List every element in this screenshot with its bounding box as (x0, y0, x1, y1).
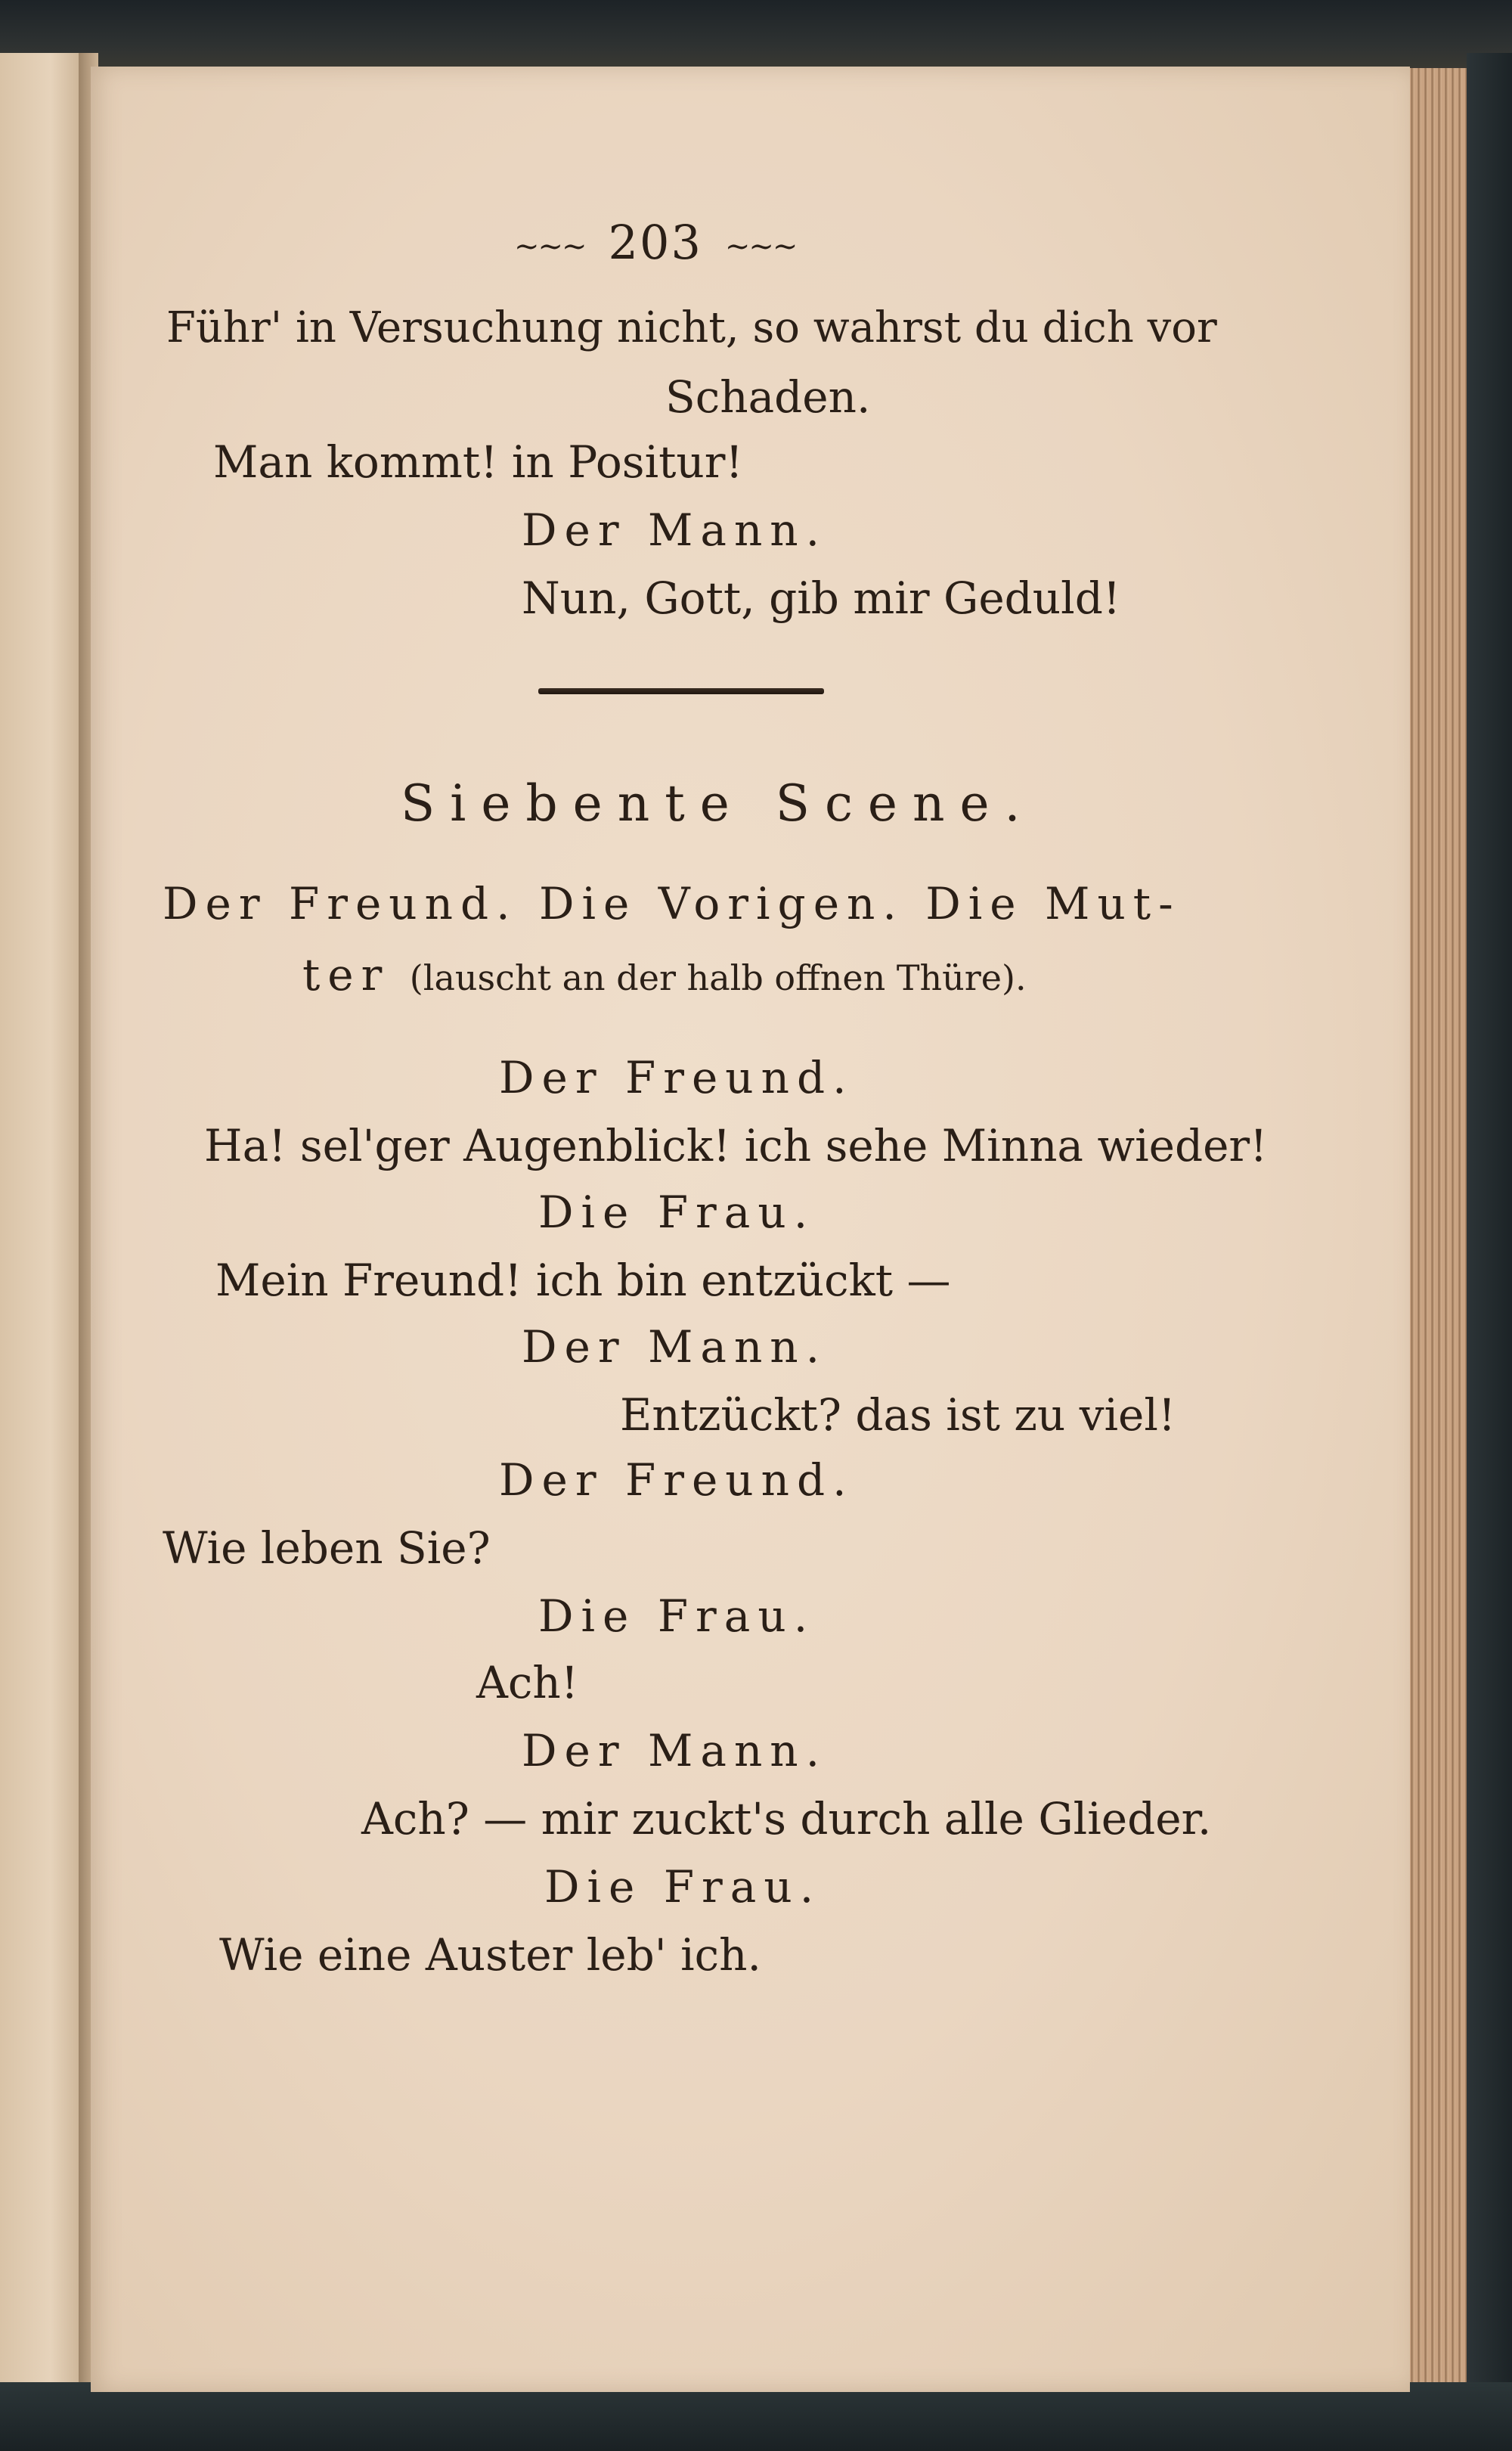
book-cover-edge (1467, 53, 1512, 2397)
dialogue-2: Mein Freund! ich bin entzückt — (215, 1255, 951, 1306)
ornament-left: ∼∼∼ (514, 228, 586, 264)
page-number: 203 (608, 215, 702, 270)
speaker-freund-1: Der Freund. (499, 1052, 854, 1103)
facing-page-edge (0, 53, 87, 2390)
verse-line-1: Führ' in Versuchung nicht, so wahrst du dich vor (166, 303, 1217, 352)
speaker-frau-2: Die Frau. (538, 1590, 816, 1642)
cast-line-2 (302, 949, 1027, 1001)
cast-line-2-word: ter (302, 949, 390, 1001)
ornament-right: ∼∼∼ (724, 228, 797, 264)
book-binding-bottom (0, 2382, 1512, 2451)
speaker-frau-3: Die Frau. (544, 1861, 822, 1913)
stage-direction: (lauscht an der halb offnen Thüre). (409, 957, 1027, 998)
dialogue-5: Ach! (476, 1657, 579, 1708)
speaker-mann-3: Der Mann. (522, 1725, 828, 1776)
cast-line-1: Der Freund. Die Vorigen. Die Mut- (163, 878, 1181, 929)
verse-line-3: Man kommt! in Positur! (213, 436, 743, 488)
dialogue-3: Entzückt? das ist zu viel! (620, 1389, 1176, 1441)
page-block-edges (1408, 68, 1468, 2390)
speaker-mann-1: Der Mann. (522, 504, 828, 556)
dialogue-7: Wie eine Auster leb' ich. (219, 1929, 761, 1981)
book-binding-top (0, 0, 1512, 73)
verse-line-2: Schaden. (665, 371, 871, 423)
page-header (491, 215, 819, 270)
speaker-freund-2: Der Freund. (499, 1454, 854, 1506)
dialogue-4: Wie leben Sie? (163, 1522, 491, 1574)
dialogue-1: Ha! sel'ger Augenblick! ich sehe Minna wieder! (204, 1120, 1268, 1171)
scene-title: Siebente Scene. (401, 774, 1036, 833)
speaker-mann-2: Der Mann. (522, 1321, 828, 1373)
dialogue-6: Ach? — mir zuckt's durch alle Glieder. (361, 1793, 1212, 1844)
speaker-frau-1: Die Frau. (538, 1187, 816, 1238)
section-divider (538, 688, 824, 694)
verse-line-5: Nun, Gott, gib mir Geduld! (522, 572, 1121, 624)
